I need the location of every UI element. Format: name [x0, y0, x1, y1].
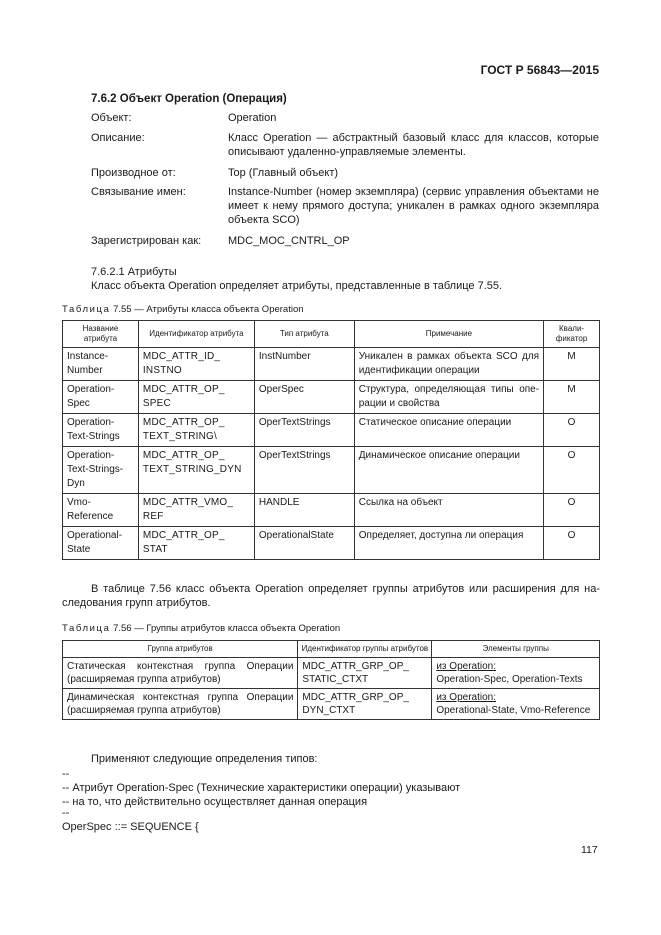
attr-qualifier-cell: O	[544, 447, 600, 494]
subsection-title: 7.6.2.1 Атрибуты	[91, 266, 177, 278]
column-header: Название атрибута	[63, 321, 139, 348]
attr-name-cell: Operation-Text-Strings	[63, 414, 139, 447]
group-source-link[interactable]: из Operation:	[436, 692, 496, 703]
attr-type-cell: OperTextStrings	[254, 447, 354, 494]
table-header-row	[63, 641, 600, 658]
group-source-link[interactable]: из Operation:	[436, 661, 496, 672]
group-id-cell: MDC_ATTR_GRP_OP_ STATIC_CTXT	[298, 658, 432, 689]
table-row	[63, 414, 600, 447]
table-row	[63, 381, 600, 414]
attr-id-cell: MDC_ATTR_VMO_ REF	[138, 494, 254, 527]
attr-id-cell: MDC_ATTR_OP_ TEXT_STRING_DYN	[138, 447, 254, 494]
attr-note-cell: Статическое описание операции	[354, 414, 543, 447]
definition-label: Описание:	[91, 132, 145, 144]
definition-value: Operation	[228, 112, 277, 124]
table-caption-text: 7.55 — Атрибуты класса объекта Operation	[110, 304, 304, 315]
attr-type-cell: HANDLE	[254, 494, 354, 527]
attr-type-cell: OperSpec	[254, 381, 354, 414]
code-line: --	[62, 768, 70, 780]
column-header: Примечание	[354, 321, 543, 348]
table-caption-prefix: Таблица	[62, 623, 111, 634]
subsection-intro: Класс объекта Operation определяет атрибуты, представленные в таблице 7.55.	[91, 280, 503, 292]
definition-label: Объект:	[91, 112, 132, 124]
attr-name-cell: Operational-State	[63, 527, 139, 560]
table-row	[63, 348, 600, 381]
table-caption-text: 7.56 — Группы атрибутов класса объекта Operation	[110, 623, 341, 634]
attr-qualifier-cell: M	[544, 348, 600, 381]
group-elements-text: Operational-State, Vmo-Reference	[436, 705, 591, 716]
attr-id-cell: MDC_ATTR_OP_ TEXT_STRING\	[138, 414, 254, 447]
group-elements-cell	[432, 689, 600, 720]
attr-id-cell: MDC_ATTR_ID_ INSTNO	[138, 348, 254, 381]
attr-name-cell: Operation-Text-Strings-Dyn	[63, 447, 139, 494]
table-row	[63, 689, 600, 720]
column-header: Группа атрибутов	[63, 641, 298, 658]
group-elements-cell	[432, 658, 600, 689]
code-line: OperSpec ::= SEQUENCE {	[62, 821, 199, 833]
attr-note-cell: Определяет, доступна ли операция	[354, 527, 543, 560]
group-elements-text: Operation-Spec, Operation-Texts	[436, 674, 583, 685]
attr-qualifier-cell: O	[544, 414, 600, 447]
attr-id-cell: MDC_ATTR_OP_ SPEC	[138, 381, 254, 414]
column-header: Идентификатор атрибута	[138, 321, 254, 348]
definition-label: Зарегистрирован как:	[91, 235, 202, 247]
attr-qualifier-cell: O	[544, 527, 600, 560]
code-line: -- Атрибут Operation-Spec (Технические характеристики операции) указывают	[62, 782, 461, 794]
column-header: Элементы группы	[432, 641, 600, 658]
definition-label: Связывание имен:	[91, 186, 186, 198]
types-intro: Применяют следующие определения типов:	[91, 753, 318, 765]
page-number: 117	[581, 844, 598, 856]
code-line: --	[62, 807, 70, 819]
column-header: Идентификатор группы атрибутов	[298, 641, 432, 658]
table-header-row	[63, 321, 600, 348]
table-caption	[62, 623, 340, 634]
attr-type-cell: OperTextStrings	[254, 414, 354, 447]
table-caption	[62, 304, 304, 315]
column-header: Квали-фикатор	[544, 321, 600, 348]
code-line: -- на то, что действительно осуществляет данная операция	[62, 796, 368, 808]
table-caption-prefix: Таблица	[62, 304, 111, 315]
document-header: ГОСТ Р 56843—2015	[480, 63, 599, 77]
table-row	[63, 527, 600, 560]
attr-qualifier-cell: M	[544, 381, 600, 414]
attr-type-cell: InstNumber	[254, 348, 354, 381]
attr-note-cell: Ссылка на объект	[354, 494, 543, 527]
definition-label: Производное от:	[91, 167, 176, 179]
table-row	[63, 494, 600, 527]
section-title: 7.6.2 Объект Operation (Операция)	[91, 93, 287, 105]
attr-note-cell: Структура, определяющая типы опе-рации и свойства	[354, 381, 543, 414]
table-row	[63, 658, 600, 689]
attribute-groups-table	[62, 640, 600, 720]
group-id-cell: MDC_ATTR_GRP_OP_ DYN_CTXT	[298, 689, 432, 720]
column-header: Тип атрибута	[254, 321, 354, 348]
group-name-cell: Динамическая контекстная группа Операции (расширяемая группа атрибутов)	[63, 689, 298, 720]
attr-id-cell: MDC_ATTR_OP_ STAT	[138, 527, 254, 560]
attr-qualifier-cell: O	[544, 494, 600, 527]
attr-note-cell: Динамическое описание операции	[354, 447, 543, 494]
definition-value: Класс Operation — абстрактный базовый класс для классов, которые описывают удаленно-управляемые элементы.	[228, 132, 599, 158]
definition-value: MDC_MOC_CNTRL_OP	[228, 235, 350, 247]
definition-value: Instance-Number (номер экземпляра) (сервис управления объектами не имеет к нему прямого доступа; уникален в рамках одного экземпляра объекта SCO)	[228, 186, 599, 226]
attr-note-cell: Уникален в рамках объекта SCO для идентификации операции	[354, 348, 543, 381]
attr-name-cell: Instance-Number	[63, 348, 139, 381]
paragraph: В таблице 7.56 класс объекта Operation определяет группы атрибутов или расширения для на-следования групп атрибутов.	[62, 583, 600, 609]
attr-name-cell: Operation-Spec	[63, 381, 139, 414]
attr-type-cell: OperationalState	[254, 527, 354, 560]
attr-name-cell: Vmo-Reference	[63, 494, 139, 527]
definition-value: Top (Главный объект)	[228, 167, 339, 179]
table-row	[63, 447, 600, 494]
group-name-cell: Статическая контекстная группа Операции (расширяемая группа атрибутов)	[63, 658, 298, 689]
attributes-table	[62, 320, 600, 560]
